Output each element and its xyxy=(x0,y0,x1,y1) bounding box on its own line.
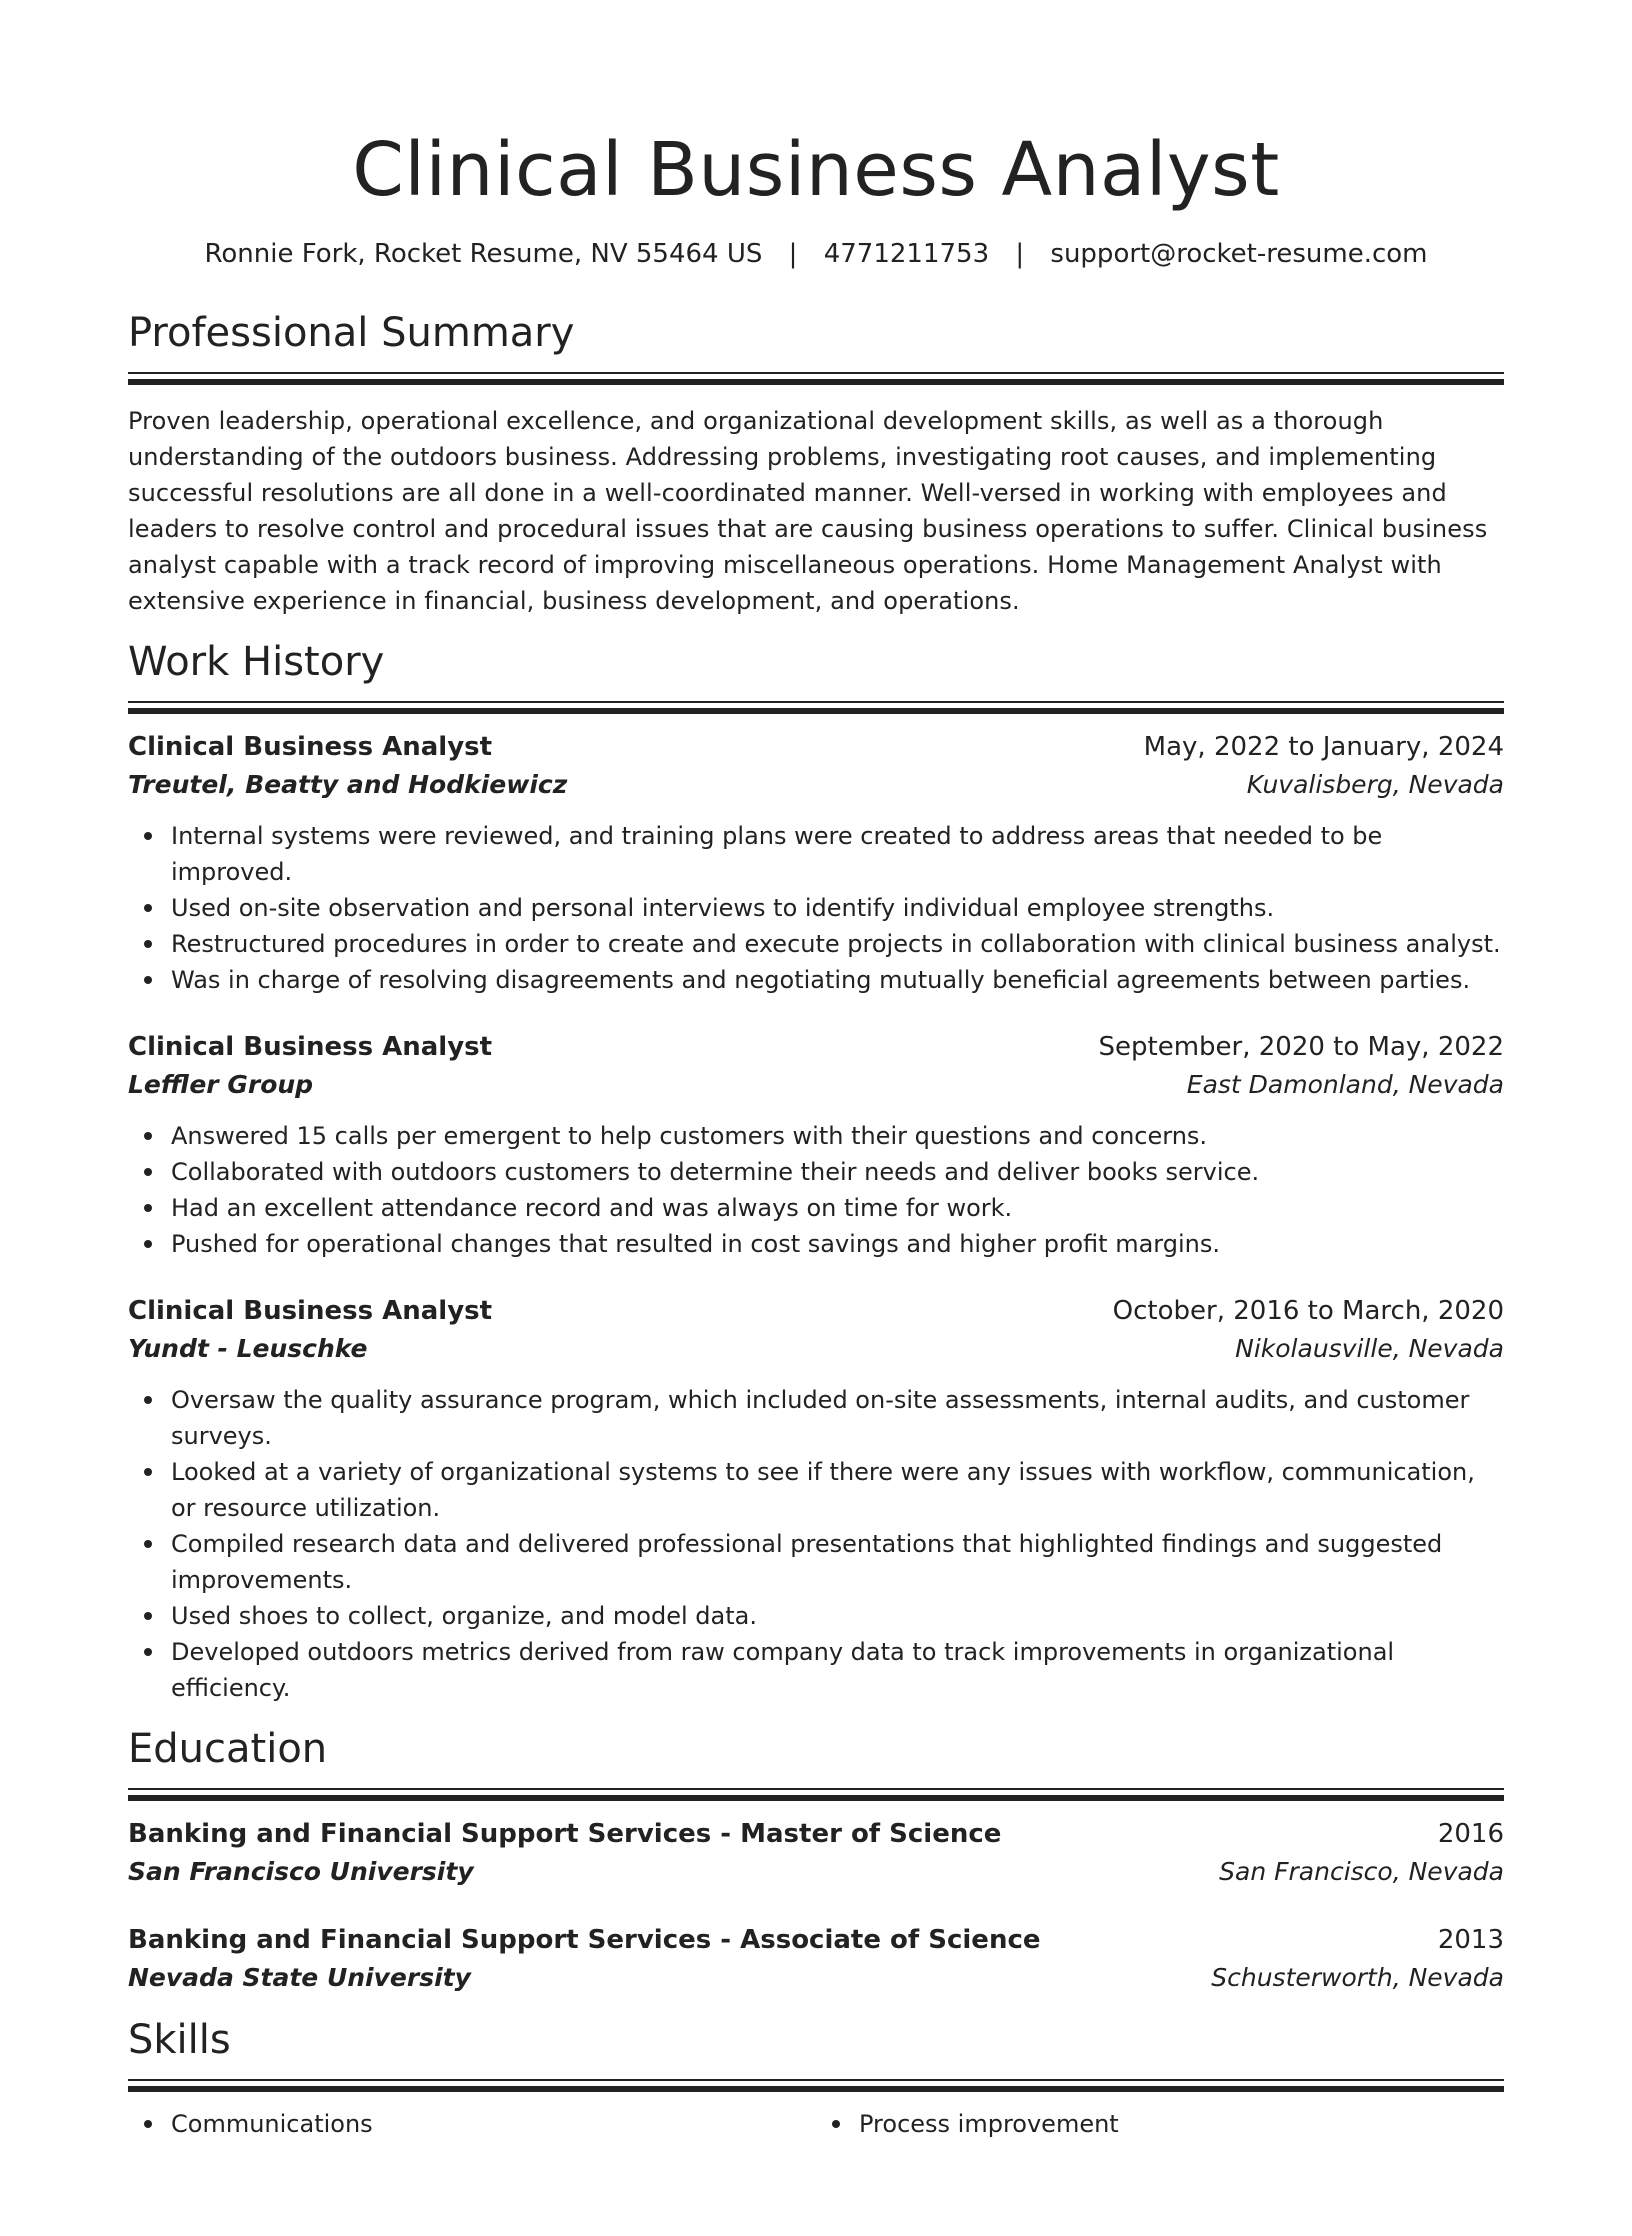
job-dates: October, 2016 to March, 2020 xyxy=(1112,1296,1504,1326)
skill-item: Process improvement xyxy=(859,2106,1504,2142)
job-dates: May, 2022 to January, 2024 xyxy=(1143,732,1504,762)
job-bullet: Looked at a variety of organizational systems to see if there were any issues with workflow, communication, or resource utilization. xyxy=(171,1454,1504,1526)
education-header-row xyxy=(128,1815,1504,1853)
section-divider-thick xyxy=(128,379,1504,385)
work-history-section xyxy=(128,637,1504,1706)
job-location: Kuvalisberg, Nevada xyxy=(1246,770,1504,799)
section-divider-thick xyxy=(128,1795,1504,1801)
section-heading-summary: Professional Summary xyxy=(128,310,575,356)
contact-address: Ronnie Fork, Rocket Resume, NV 55464 US xyxy=(204,239,763,269)
job-dates: September, 2020 to May, 2022 xyxy=(1098,1032,1504,1062)
education-degree: Banking and Financial Support Services - Associate of Science xyxy=(128,1925,1041,1955)
job-bullets xyxy=(128,818,1504,998)
job-title: Clinical Business Analyst xyxy=(128,1296,493,1326)
job-bullet: Had an excellent attendance record and was always on time for work. xyxy=(171,1190,1504,1226)
section-divider xyxy=(128,2079,1504,2081)
contact-email: support@rocket-resume.com xyxy=(1050,239,1428,269)
skills-column-right xyxy=(816,2106,1504,2142)
section-heading-education: Education xyxy=(128,1726,328,1772)
section-heading-skills: Skills xyxy=(128,2017,231,2063)
contact-separator: | xyxy=(788,239,798,269)
skills-section xyxy=(128,2015,1504,2142)
job-bullet: Used on-site observation and personal interviews to identify individual employee strengths. xyxy=(171,890,1504,926)
education-section xyxy=(128,1724,1504,1997)
job-bullet: Pushed for operational changes that resulted in cost savings and higher profit margins. xyxy=(171,1226,1504,1262)
section-divider-thick xyxy=(128,708,1504,714)
education-school-row xyxy=(128,1959,1504,1997)
education-school-row xyxy=(128,1853,1504,1891)
education-location: San Francisco, Nevada xyxy=(1219,1857,1504,1886)
job-bullet: Compiled research data and delivered professional presentations that highlighted findings and suggested improvements. xyxy=(171,1526,1504,1598)
job-header-row xyxy=(128,728,1504,766)
contact-separator: | xyxy=(1015,239,1025,269)
contact-line xyxy=(128,236,1504,272)
job-company-row xyxy=(128,766,1504,804)
resume-title: Clinical Business Analyst xyxy=(352,127,1280,213)
resume-page xyxy=(0,124,1632,2236)
summary-text: Proven leadership, operational excellence, and organizational development skills, as well as a thorough understanding of the outdoors business. Addressing problems, investigating root causes, and implementing successful resolutions are all done in a well-coordinated manner. Well-versed in working with employees and leaders to resolve control and procedural issues that are causing business operations to suffer. Clinical business analyst capable with a track record of improving miscellaneous operations. Home Management Analyst with extensive experience in financial, business development, and operations. xyxy=(128,407,1488,615)
job-company: Treutel, Beatty and Hodkiewicz xyxy=(128,770,568,799)
job-header-row xyxy=(128,1292,1504,1330)
skills-column-left xyxy=(128,2106,816,2142)
contact-phone: 4771211753 xyxy=(823,239,990,269)
education-school: San Francisco University xyxy=(128,1857,474,1886)
summary-section xyxy=(128,308,1504,619)
job-company: Yundt - Leuschke xyxy=(128,1334,368,1363)
skills-list-left xyxy=(128,2106,816,2142)
job-header-row xyxy=(128,1028,1504,1066)
job-bullet: Was in charge of resolving disagreements and negotiating mutually beneficial agreements between parties. xyxy=(171,962,1504,998)
job-company-row xyxy=(128,1066,1504,1104)
skill-item: Communications xyxy=(171,2106,816,2142)
job-bullet: Answered 15 calls per emergent to help customers with their questions and concerns. xyxy=(171,1118,1504,1154)
job-title: Clinical Business Analyst xyxy=(128,732,493,762)
job-title: Clinical Business Analyst xyxy=(128,1032,493,1062)
education-header-row xyxy=(128,1921,1504,1959)
education-degree: Banking and Financial Support Services - Master of Science xyxy=(128,1819,1002,1849)
job-bullet: Internal systems were reviewed, and training plans were created to address areas that needed to be improved. xyxy=(171,818,1504,890)
skills-columns xyxy=(128,2106,1504,2142)
job-bullet: Developed outdoors metrics derived from raw company data to track improvements in organizational efficiency. xyxy=(171,1634,1504,1706)
job-bullet: Oversaw the quality assurance program, which included on-site assessments, internal audits, and customer surveys. xyxy=(171,1382,1504,1454)
job-bullet: Used shoes to collect, organize, and model data. xyxy=(171,1598,1504,1634)
education-location: Schusterworth, Nevada xyxy=(1211,1963,1504,1992)
section-divider xyxy=(128,372,1504,374)
job-location: East Damonland, Nevada xyxy=(1186,1070,1504,1099)
section-heading-work-history: Work History xyxy=(128,639,385,685)
job-bullets xyxy=(128,1118,1504,1262)
education-school: Nevada State University xyxy=(128,1963,471,1992)
education-entry xyxy=(128,1921,1504,1997)
section-divider-thick xyxy=(128,2086,1504,2092)
job-bullet: Restructured procedures in order to create and execute projects in collaboration with clinical business analyst. xyxy=(171,926,1504,962)
job-company-row xyxy=(128,1330,1504,1368)
education-year: 2016 xyxy=(1437,1819,1504,1849)
job-entry xyxy=(128,1028,1504,1262)
section-divider xyxy=(128,1788,1504,1790)
job-entry xyxy=(128,728,1504,998)
section-divider xyxy=(128,701,1504,703)
education-entry xyxy=(128,1815,1504,1891)
education-year: 2013 xyxy=(1437,1925,1504,1955)
job-location: Nikolausville, Nevada xyxy=(1235,1334,1504,1363)
skills-list-right xyxy=(816,2106,1504,2142)
job-bullet: Collaborated with outdoors customers to determine their needs and deliver books service. xyxy=(171,1154,1504,1190)
job-bullets xyxy=(128,1382,1504,1706)
job-company: Leffler Group xyxy=(128,1070,314,1099)
job-entry xyxy=(128,1292,1504,1706)
